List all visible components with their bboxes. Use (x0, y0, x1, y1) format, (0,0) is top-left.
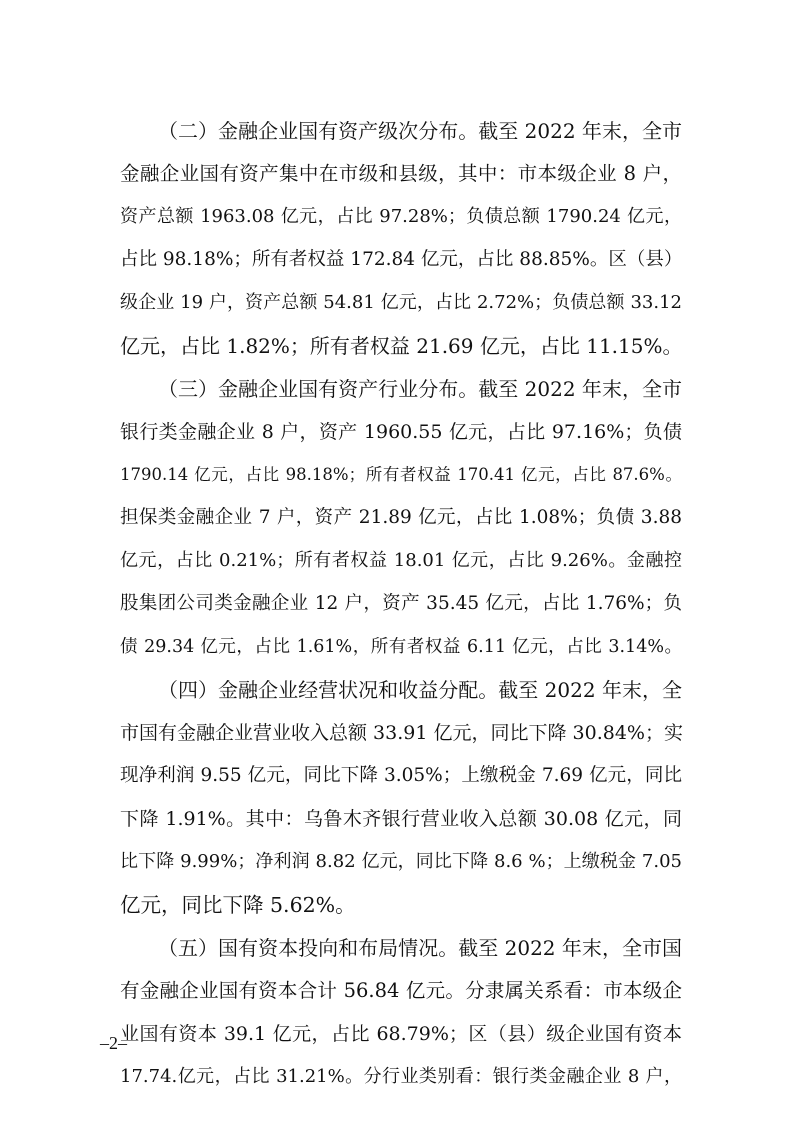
section-heading: （三）金融企业国有资产行业分布。 (158, 377, 479, 401)
paragraph-line: （五）国有资本投向和布局情况。截至 2022 年末，全市国 (158, 936, 682, 960)
paragraph-line: 级企业 19 户，资产总额 54.81 亿元，占比 2.72%；负债总额 33.12 (120, 292, 682, 313)
paragraph-line: 下降 1.91%。其中：乌鲁木齐银行营业收入总额 30.08 亿元，同 (120, 808, 682, 830)
section-heading: （四）金融企业经营状况和收益分配。 (158, 678, 499, 702)
paragraph-line: 现净利润 9.55 亿元，同比下降 3.05%；上缴税金 7.69 亿元，同比 (120, 765, 682, 786)
page-number: –2– (100, 1033, 127, 1053)
paragraph-line: 银行类金融企业 8 户，资产 1960.55 亿元，占比 97.16%；负债 (120, 421, 682, 443)
paragraph-line: 占比 98.18%；所有者权益 172.84 亿元，占比 88.85%。区（县） (120, 249, 683, 270)
paragraph-line: 担保类金融企业 7 户，资产 21.89 亿元，占比 1.08%；负债 3.88 (120, 507, 682, 528)
paragraph-line: （三）金融企业国有资产行业分布。截至 2022 年末，全市 (158, 377, 682, 401)
paragraph-line: 资产总额 1963.08 亿元，占比 97.28%；负债总额 1790.24 亿元， (120, 206, 682, 227)
paragraph-line: 1790.14 亿元，占比 98.18%；所有者权益 170.41 亿元，占比 87.6%。 (120, 465, 682, 484)
paragraph-line: 亿元，占比 0.21%；所有者权益 18.01 亿元，占比 9.26%。金融控 (120, 550, 682, 571)
paragraph-line: 业国有资本 39.1 亿元，占比 68.79%；区（县）级企业国有资本 (120, 1023, 682, 1045)
section-heading: （五）国有资本投向和布局情况。 (158, 936, 459, 960)
paragraph-line: 亿元，同比下降 5.62%。 (120, 893, 356, 917)
paragraph-line: （二）金融企业国有资产级次分布。截至 2022 年末，全市 (158, 119, 682, 143)
paragraph-line: 股集团公司类金融企业 12 户，资产 35.45 亿元，占比 1.76%；负 (120, 593, 682, 614)
paragraph-line: 金融企业国有资产集中在市级和县级，其中：市本级企业 8 户， (120, 162, 682, 185)
paragraph-line: 比下降 9.99%；净利润 8.82 亿元，同比下降 8.6 %；上缴税金 7.05 (120, 851, 682, 872)
paragraph-line: 市国有金融企业营业收入总额 33.91 亿元，同比下降 30.84%；实 (120, 722, 683, 744)
section-heading: （二）金融企业国有资产级次分布。 (158, 119, 479, 143)
paragraph-line: （四）金融企业经营状况和收益分配。截至 2022 年末，全 (158, 678, 682, 702)
paragraph-line: 有金融企业国有资本合计 56.84 亿元。分隶属关系看：市本级企 (120, 979, 682, 1002)
paragraph-line: 债 29.34 亿元，占比 1.61%，所有者权益 6.11 亿元，占比 3.14%。 (120, 637, 682, 657)
paragraph-line: 亿元，占比 1.82%；所有者权益 21.69 亿元，占比 11.15%。 (120, 334, 683, 358)
paragraph-line: 17.74.亿元，占比 31.21%。分行业类别看：银行类金融企业 8 户， (120, 1066, 682, 1087)
